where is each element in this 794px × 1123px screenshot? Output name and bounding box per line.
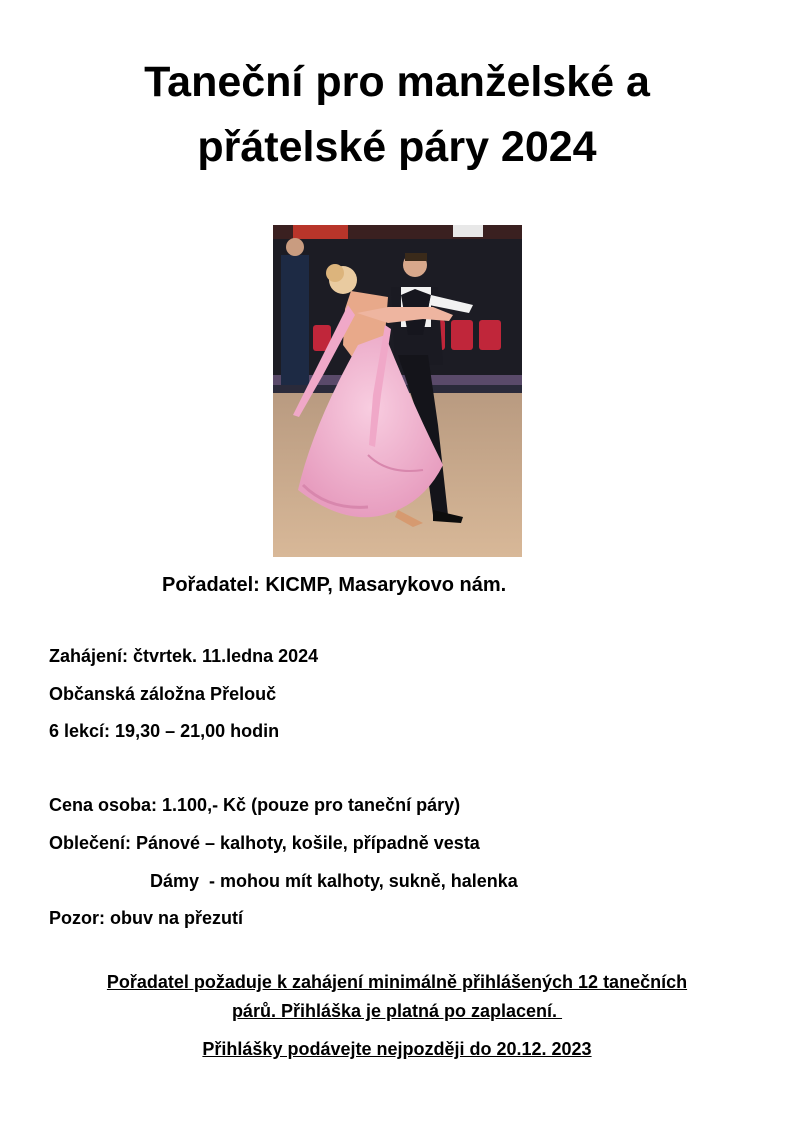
start-date: Zahájení: čtvrtek. 11.ledna 2024 (49, 646, 319, 666)
ballroom-dancers-photo (273, 225, 522, 557)
dress-code-men: Oblečení: Pánové – kalhoty, košile, případně vesta (49, 833, 480, 853)
price: Cena osoba: 1.100,- Kč (pouze pro taneční páry) (49, 795, 461, 815)
registration-deadline: Přihlášky podávejte nejpozději do 20.12. 2023 (202, 1039, 592, 1059)
page-title (0, 50, 794, 179)
notice-line-1: Pořadatel požaduje k zahájení minimálně přihlášených 12 tanečních (106, 972, 688, 992)
title-line-2: přátelské páry 2024 (197, 122, 597, 171)
title-line-1: Taneční pro manželské a (144, 58, 650, 106)
dress-code-women: Dámy - mohou mít kalhoty, sukně, halenka (150, 871, 518, 891)
shoes-note: Pozor: obuv na přezutí (49, 908, 244, 928)
lesson-times: 6 lekcí: 19,30 – 21,00 hodin (49, 721, 280, 741)
organizer-text: Pořadatel: KICMP, Masarykovo nám. (162, 574, 507, 596)
notice-line-2: párů. Přihláška je platná po zaplacení. (231, 1001, 563, 1021)
venue: Občanská záložna Přelouč (49, 684, 277, 704)
